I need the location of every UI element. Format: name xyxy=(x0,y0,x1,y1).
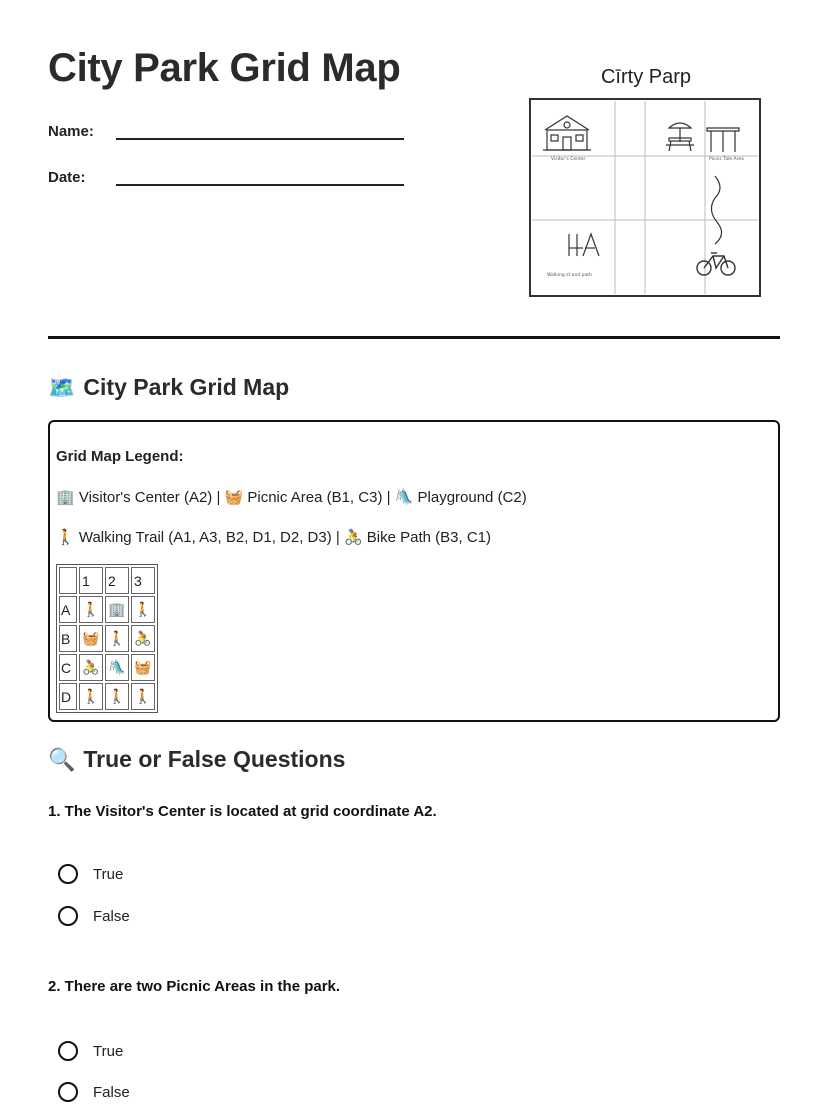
grid-row-label: C xyxy=(59,654,77,681)
grid-cell: 🚶 xyxy=(105,625,129,652)
grid-row-label: A xyxy=(59,596,77,623)
date-field-row xyxy=(48,164,404,186)
question-2-text: 2. There are two Picnic Areas in the park. xyxy=(48,978,341,995)
map-icon: 🗺️ xyxy=(48,374,76,400)
name-label: Name: xyxy=(48,123,94,140)
section-divider xyxy=(48,336,780,339)
name-field-row xyxy=(48,118,404,140)
grid-cell: 🚶 xyxy=(79,683,103,710)
legend-box xyxy=(48,420,780,722)
radio-button[interactable] xyxy=(58,1082,78,1102)
question-1-option-true[interactable] xyxy=(58,864,123,884)
question-2-option-false[interactable] xyxy=(58,1082,130,1102)
grid-cell: 🏢 xyxy=(105,596,129,623)
grid-col-header: 1 xyxy=(79,567,103,594)
quiz-section-title: True or False Questions xyxy=(83,746,346,772)
grid-col-header: 3 xyxy=(131,567,155,594)
option-label: True xyxy=(93,1042,124,1060)
park-illustration xyxy=(529,66,763,300)
quiz-section-heading xyxy=(48,746,345,773)
grid-row xyxy=(59,625,155,652)
date-blank[interactable] xyxy=(116,164,404,186)
legend-line-2: 🚶 Walking Trail (A1, A3, B2, D1, D2, D3) | 🚴 Bike Path (B3, C1) xyxy=(56,529,492,546)
map-section-heading xyxy=(48,374,289,401)
park-map-drawing xyxy=(529,98,763,298)
map-section-title: City Park Grid Map xyxy=(83,374,290,400)
question-1-option-false[interactable] xyxy=(58,906,130,926)
grid-cell: 🚶 xyxy=(79,596,103,623)
grid-cell: 🧺 xyxy=(131,654,155,681)
date-label: Date: xyxy=(48,169,86,186)
magnifier-icon: 🔍 xyxy=(48,746,76,772)
grid-col-header: 2 xyxy=(105,567,129,594)
grid-row-label: B xyxy=(59,625,77,652)
grid-row-label: D xyxy=(59,683,77,710)
grid-row xyxy=(59,596,155,623)
grid-map-table xyxy=(56,564,158,713)
grid-cell: 🚴 xyxy=(79,654,103,681)
option-label: True xyxy=(93,865,124,883)
grid-cell: 🚶 xyxy=(131,683,155,710)
grid-row xyxy=(59,683,155,710)
option-label: False xyxy=(93,907,130,925)
grid-cell: 🚶 xyxy=(131,596,155,623)
grid-row xyxy=(59,654,155,681)
page-title: City Park Grid Map xyxy=(48,46,401,90)
radio-button[interactable] xyxy=(58,864,78,884)
grid-cell: 🚶 xyxy=(105,683,129,710)
name-blank[interactable] xyxy=(116,118,404,140)
legend-line-1: 🏢 Visitor's Center (A2) | 🧺 Picnic Area (B1, C3) | 🛝 Playground (C2) xyxy=(56,489,527,506)
grid-header-row xyxy=(59,567,155,594)
question-1-text: 1. The Visitor's Center is located at grid coordinate A2. xyxy=(48,803,437,820)
radio-button[interactable] xyxy=(58,906,78,926)
grid-cell: 🧺 xyxy=(79,625,103,652)
question-2-option-true[interactable] xyxy=(58,1041,123,1061)
radio-button[interactable] xyxy=(58,1041,78,1061)
walking-caption: Walking st and path xyxy=(547,273,592,278)
illustration-title: Cīrty Parp xyxy=(600,66,692,88)
visitors-center-caption: Visitor's Center xyxy=(551,157,586,162)
grid-corner xyxy=(59,567,77,594)
picnic-caption: Picnic Tale Area xyxy=(709,157,744,162)
legend-title: Grid Map Legend: xyxy=(56,448,184,465)
grid-cell: 🚴 xyxy=(131,625,155,652)
grid-cell: 🛝 xyxy=(105,654,129,681)
option-label: False xyxy=(93,1083,130,1101)
